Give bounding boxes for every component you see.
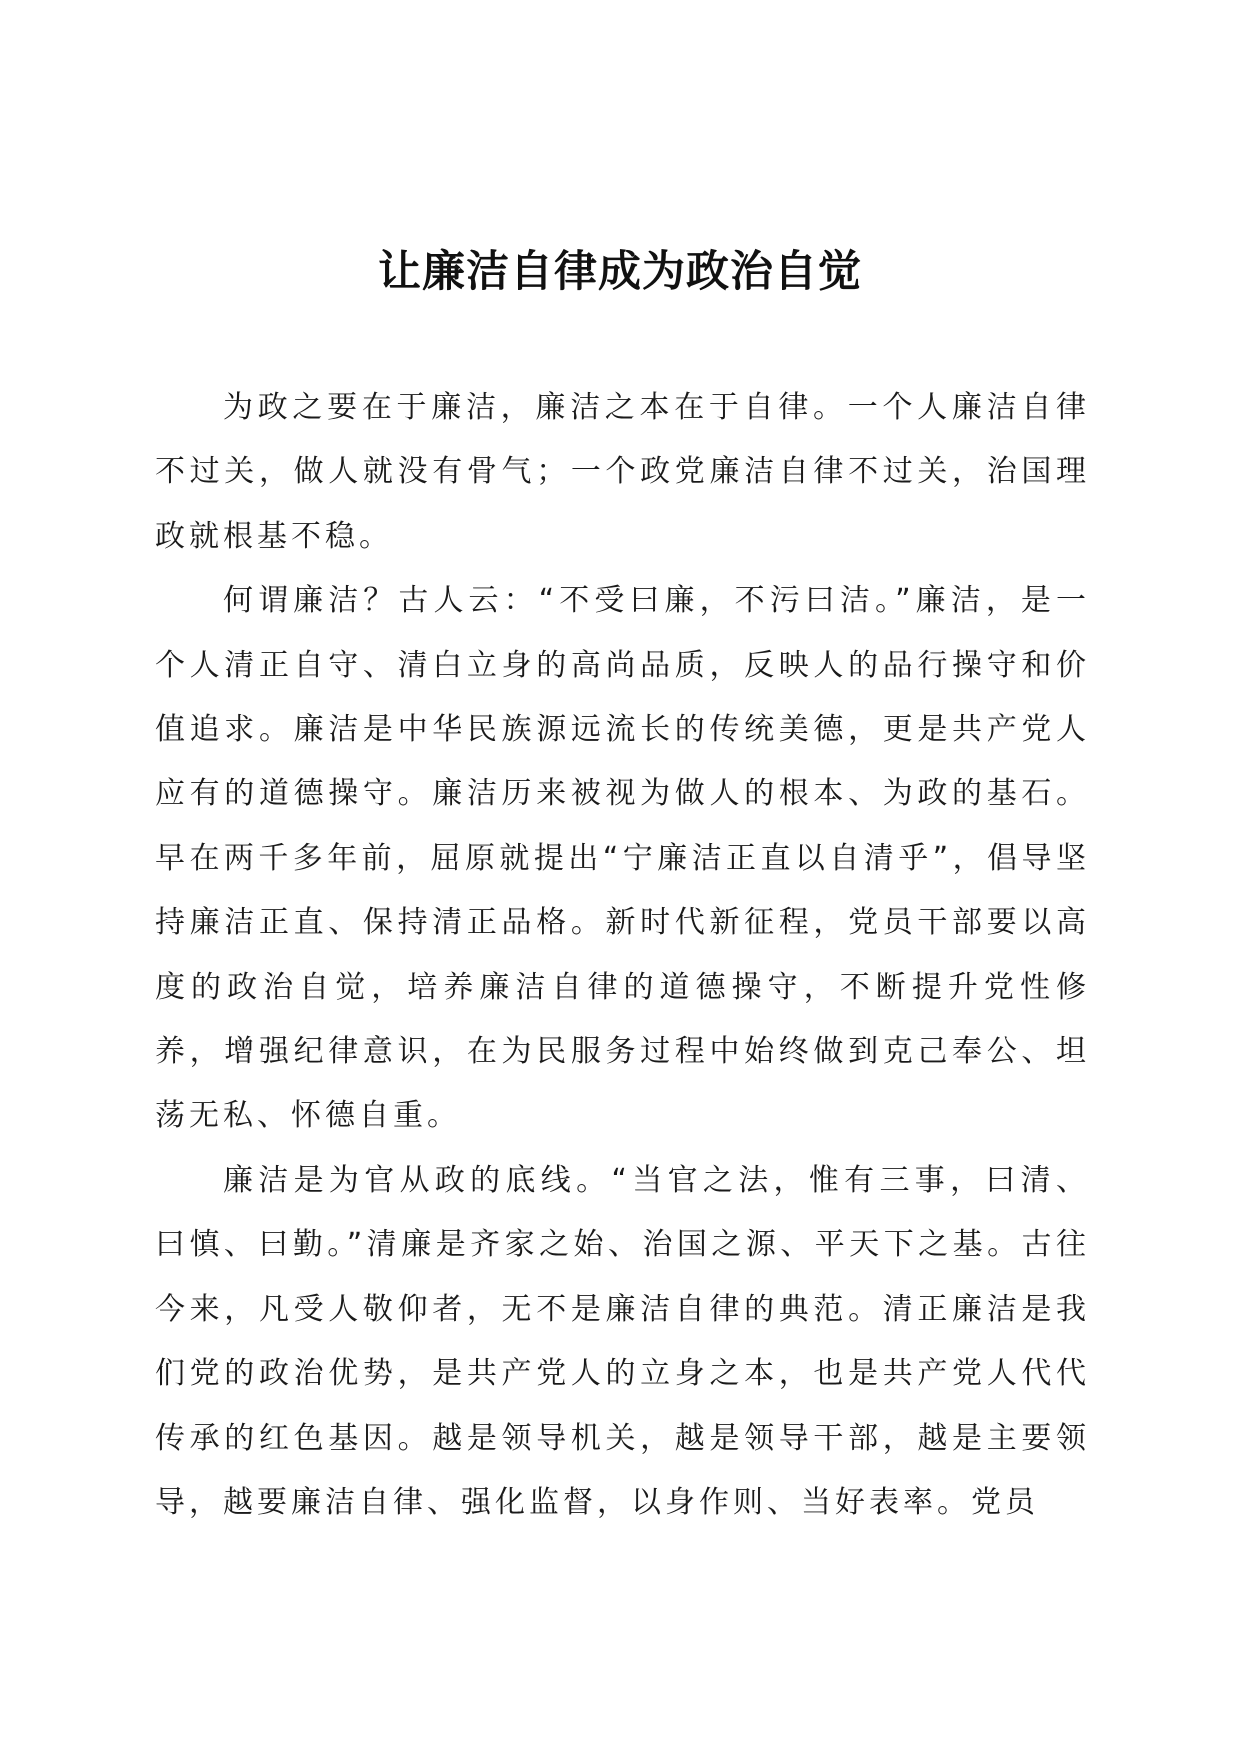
paragraph-1: 为政之要在于廉洁，廉洁之本在于自律。一个人廉洁自律不过关，做人就没有骨气；一个政党廉洁自律不过关，治国理政就根基不稳。 <box>155 390 1090 554</box>
paragraph-3: 廉洁是为官从政的底线。“当官之法，惟有三事，曰清、曰慎、曰勤。”清廉是齐家之始、治国之源、平天下之基。古往今来，凡受人敬仰者，无不是廉洁自律的典范。清正廉洁是我们党的政治优势，是共产党人的立身之本，也是共产党人代代传承的红色基因。越是领导机关，越是领导干部，越是主要领导，越要廉洁自律、强化监督，以身作则、当好表率。党员 <box>155 1162 1090 1520</box>
document-body <box>155 376 1090 1535</box>
paragraph-2: 何谓廉洁？古人云：“不受曰廉，不污曰洁。”廉洁，是一个人清正自守、清白立身的高尚品质，反映人的品行操守和价值追求。廉洁是中华民族源远流长的传统美德，更是共产党人应有的道德操守。廉洁历来被视为做人的根本、为政的基石。早在两千多年前，屈原就提出“宁廉洁正直以自清乎”，倡导坚持廉洁正直、保持清正品格。新时代新征程，党员干部要以高度的政治自觉，培养廉洁自律的道德操守，不断提升党性修养，增强纪律意识，在为民服务过程中始终做到克己奉公、坦荡无私、怀德自重。 <box>155 583 1090 1134</box>
document-title: 让廉洁自律成为政治自觉 <box>378 247 862 297</box>
